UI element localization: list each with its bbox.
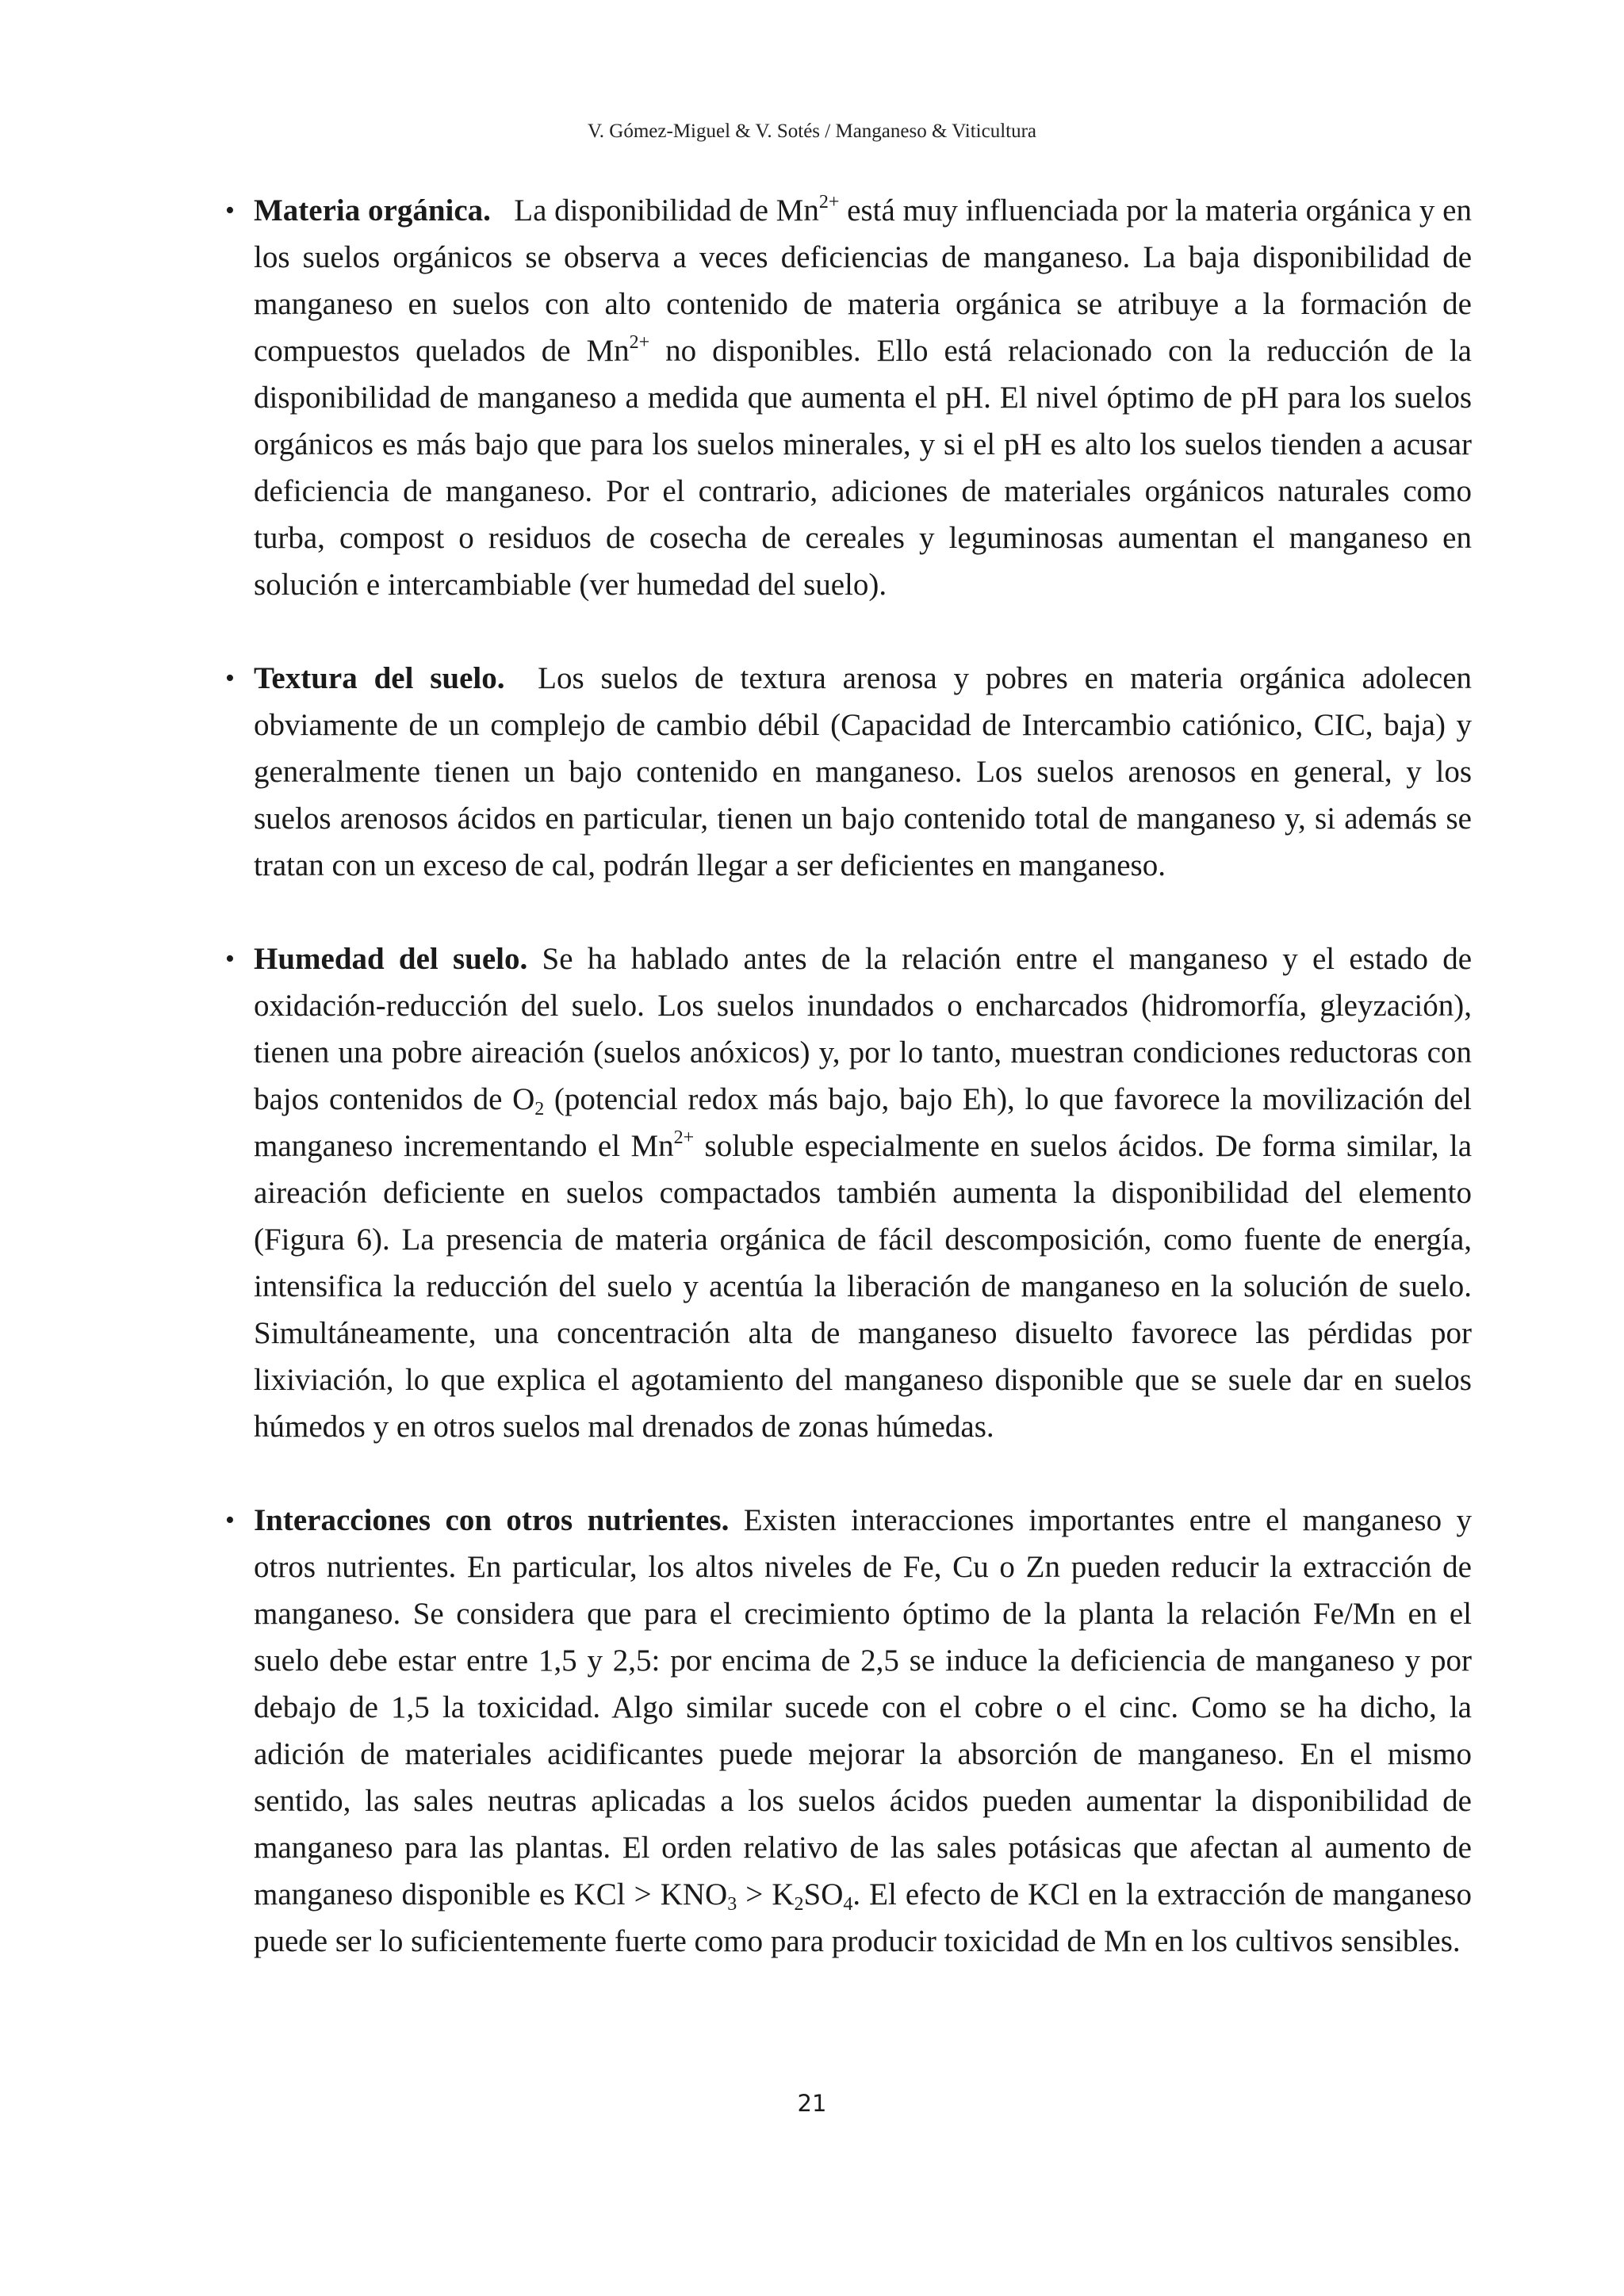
item-text: La disponibilidad de Mn (514, 193, 819, 228)
item-text: (potencial redox más bajo, bajo Eh), lo que favorece la movilización del manganeso incrementando el Mn (254, 1082, 1473, 1163)
item-text: está muy influenciada por la materia orgánica y en los suelos orgánicos se observa a veces deficiencias de manganeso. La baja disponibilidad de manganeso en suelos con alto contenido de materia orgánica se atribuye a la formación de compuestos quelados de Mn (254, 193, 1472, 368)
superscript: 2+ (673, 1127, 695, 1148)
item-title: Textura del suelo. (254, 661, 505, 695)
subscript: 2 (794, 1894, 804, 1915)
item-text: no disponibles. Ello está relacionado con la reducción de la disponibilidad de manganeso a medida que aumenta el pH. El nivel óptimo de pH para los suelos orgánicos es más bajo que para los suelos minerales, y si el pH es alto los suelos tienden a acusar deficiencia de manganeso. Por el contrario, adiciones de materiales orgánicos naturales como turba, compost o residuos de cosecha de cereales y leguminosas aumentan el manganeso en solución e intercambiable (ver humedad del suelo). (254, 334, 1472, 602)
running-header: V. Gómez-Miguel & V. Sotés / Manganeso & Viticultura (587, 121, 1037, 142)
item-text: Los suelos de textura arenosa y pobres en materia orgánica adolecen obviamente de un complejo de cambio débil (Capacidad de Intercambio catiónico, CIC, baja) y generalmente tienen un bajo contenido en manganeso. Los suelos arenosos en general, y los suelos arenosos ácidos en particular, tienen un bajo contenido total de manganeso y, si además se tratan con un exceso de cal, podrán llegar a ser deficientes en manganeso. (254, 661, 1473, 882)
superscript: 2+ (818, 192, 840, 212)
bullet-item-materia-organica (225, 187, 1472, 608)
bullet-icon: • (225, 664, 235, 693)
item-text: SO (803, 1877, 844, 1911)
item-text: > K (737, 1877, 795, 1911)
superscript: 2+ (629, 332, 650, 353)
bullet-item-humedad-del-suelo (225, 936, 1472, 1450)
subscript: 4 (843, 1894, 853, 1915)
subscript: 2 (534, 1099, 545, 1119)
item-text: Se ha hablado antes de la relación entre el manganeso y el estado de oxidación-reducción del suelo. Los suelos inundados o encharcados (hidromorfía, gleyzación), tienen una pobre aireación (suelos anóxicos) y, por lo tanto, muestran condiciones reductoras con bajos contenidos de O (254, 942, 1473, 1116)
item-text: soluble especialmente en suelos ácidos. De forma similar, la aireación deficiente en suelos compactados también aumenta la disponibilidad del elemento (Figura 6). La presencia de materia orgánica de fácil descomposición, como fuente de energía, intensifica la reducción del suelo y acentúa la liberación de manganeso en la solución de suelo. Simultáneamente, una concentración alta de manganeso disuelto favorece las pérdidas por lixiviación, lo que explica el agotamiento del manganeso disponible que se suele dar en suelos húmedos y en otros suelos mal drenados de zonas húmedas. (254, 1129, 1472, 1444)
bullet-list (225, 187, 1472, 2011)
bullet-icon: • (225, 196, 235, 225)
bullet-item-textura-del-suelo (225, 655, 1472, 889)
item-title: Materia orgánica. (254, 193, 491, 228)
item-title: Interacciones con otros nutrientes. (254, 1503, 730, 1537)
bullet-item-interacciones (225, 1497, 1472, 1965)
page-number: 21 (797, 2090, 827, 2117)
item-text: . El efecto de KCl en la extracción de manganeso puede ser lo suficientemente fuerte como para producir toxicidad de Mn en los cultivos sensibles. (254, 1877, 1472, 1958)
item-text: Existen interacciones importantes entre el manganeso y otros nutrientes. En particular, los altos niveles de Fe, Cu o Zn pueden reducir la extracción de manganeso. Se considera que para el crecimiento óptimo de la planta la relación Fe/Mn en el suelo debe estar entre 1,5 y 2,5: por encima de 2,5 se induce la deficiencia de manganeso y por debajo de 1,5 la toxicidad. Algo similar sucede con el cobre o el cinc. Como se ha dicho, la adición de materiales acidificantes puede mejorar la absorción de manganeso. En el mismo sentido, las sales neutras aplicadas a los suelos ácidos pueden aumentar la disponibilidad de manganeso para las plantas. El orden relativo de las sales potásicas que afectan al aumento de manganeso disponible es KCl > KNO (254, 1503, 1472, 1911)
item-title: Humedad del suelo. (254, 942, 528, 976)
bullet-icon: • (225, 944, 235, 974)
subscript: 3 (727, 1894, 737, 1915)
bullet-icon: • (225, 1506, 235, 1535)
